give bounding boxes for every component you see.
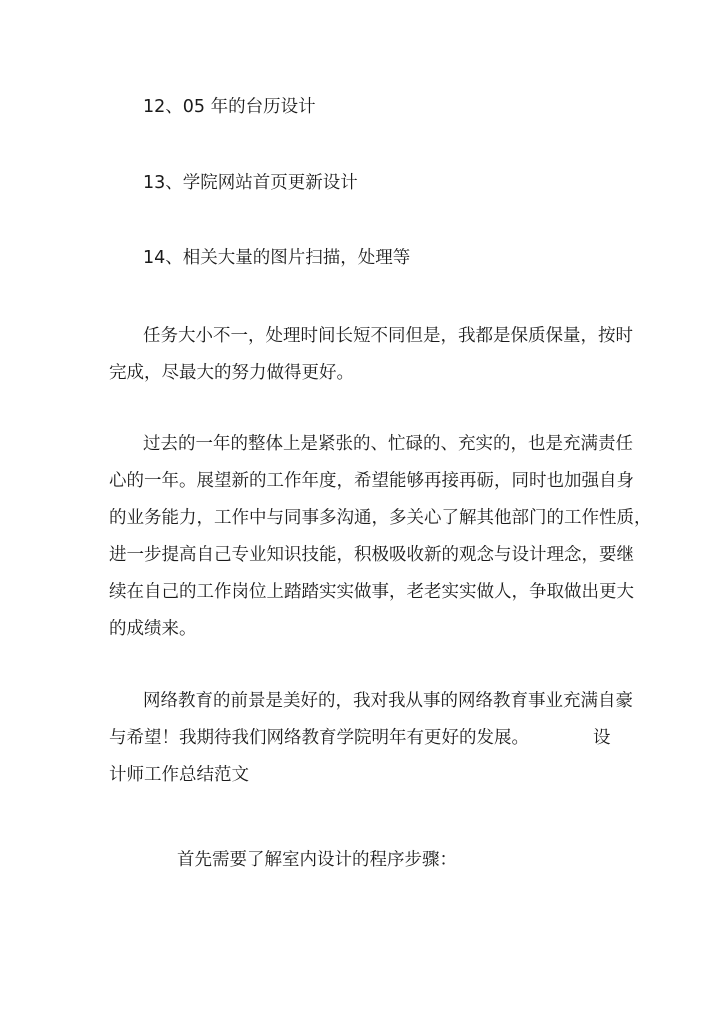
paragraph-line: 进一步提高自己专业知识技能，积极吸收新的观念与设计理念，要继 [109,545,634,565]
paragraph-line: 首先需要了解室内设计的程序步骤： [177,850,457,870]
paragraph-line: 网络教育的前景是美好的，我对我从事的网络教育事业充满自豪 [143,691,633,711]
paragraph-line: 设 [593,728,611,748]
section-title-line: 计师工作总结范文 [109,765,249,785]
paragraph-line: 心的一年。展望新的工作年度，希望能够再接再砺，同时也加强自身 [109,471,634,491]
paragraph-line: 过去的一年的整体上是紧张的、忙碌的、充实的，也是充满责任 [143,434,633,454]
list-item: 13、学院网站首页更新设计 [143,173,358,193]
paragraph-line: 的业务能力，工作中与同事多沟通，多关心了解其他部门的工作性质， [109,508,652,528]
paragraph-line: 与希望！我期待我们网络教育学院明年有更好的发展。 [109,728,529,748]
paragraph-line: 续在自己的工作岗位上踏踏实实做事，老老实实做人，争取做出更大 [109,582,634,602]
list-item: 12、05 年的台历设计 [143,97,316,117]
paragraph-line: 完成，尽最大的努力做得更好。 [109,363,354,383]
list-item: 14、相关大量的图片扫描，处理等 [143,248,411,268]
paragraph-line: 任务大小不一，处理时间长短不同但是，我都是保质保量，按时 [143,326,633,346]
paragraph-line: 的成绩来。 [109,619,197,639]
